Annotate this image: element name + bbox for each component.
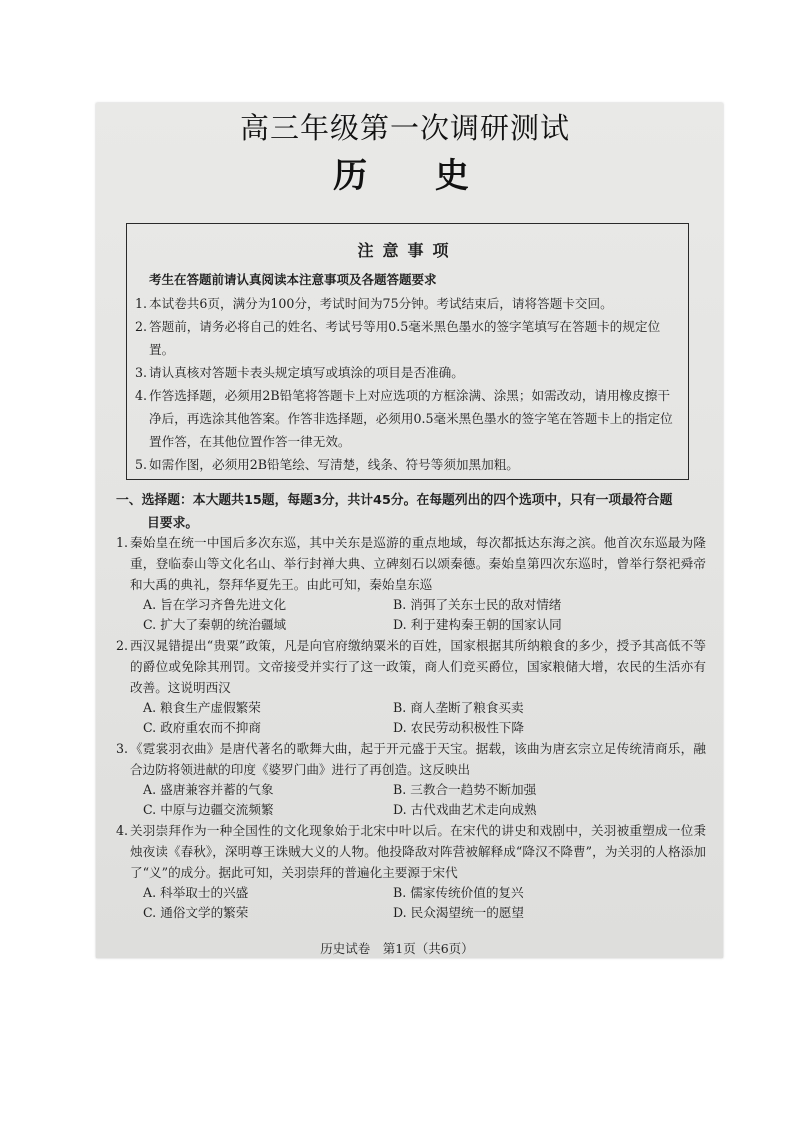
notice-title: 注意事项 [357,241,458,260]
question-stem: 《霓裳羽衣曲》是唐代著名的歌舞大曲，起于开元盛于天宝。据载，该曲为唐玄宗立足传统清商乐，融合边防将领进献的印度《婆罗门曲》进行了再创造。这反映出 [130,741,706,777]
notice-item-text: 答题前，请务必将自己的姓名、考试号等用0.5毫米黑色墨水的签字笔填写在答题卡的规定位置。 [149,319,661,357]
notice-item [135,361,680,384]
option-d: D. 农民劳动积极性下降 [393,720,524,735]
option-c: C. 扩大了秦朝的统治疆域 [143,617,287,632]
question-4 [116,820,706,923]
notice-item-number: 2. [135,319,148,334]
option-d: D. 古代戏曲艺术走向成熟 [393,802,537,817]
notice-item [135,292,680,315]
notice-item [135,384,680,453]
option-c: C. 通俗文学的繁荣 [143,905,249,920]
option-d: D. 利于建构秦王朝的国家认同 [393,617,562,632]
option-d: D. 民众渴望统一的愿望 [393,905,524,920]
question-number: 2. [116,638,129,653]
notice-item [135,315,680,361]
question-list [116,532,706,923]
option-b: B. 儒家传统价值的复兴 [393,885,524,900]
notice-item [135,453,680,476]
notice-item-text: 如需作图，必须用2B铅笔绘、写清楚，线条、符号等须加黑加粗。 [149,457,519,472]
question-number: 3. [116,741,129,756]
option-b: B. 三教合一趋势不断加强 [393,782,537,797]
section-heading [116,489,704,535]
question-3 [116,738,706,820]
notice-list [135,292,680,476]
question-2 [116,635,706,738]
question-stem: 关羽崇拜作为一种全国性的文化现象始于北宋中叶以后。在宋代的讲史和戏剧中，关羽被重塑成一位秉烛夜读《春秋》，深明尊王诛贼大义的人物。他投降敌对阵营被解释成“降汉不降曹”，为关羽的人格添加了“义”的成分。据此可知，关羽崇拜的普遍化主要源于宋代 [130,823,706,880]
section-heading-line1: 一、选择题：本大题共15题，每题3分，共计45分。在每题列出的四个选项中，只有一项最符合题 [116,493,673,508]
option-a: A. 粮食生产虚假繁荣 [143,700,261,715]
option-a: A. 科举取士的兴盛 [143,885,249,900]
option-b: B. 消弭了关东士民的敌对情绪 [393,597,562,612]
notice-item-text: 作答选择题，必须用2B铅笔将答题卡上对应选项的方框涂满、涂黑；如需改动，请用橡皮擦干净后，再选涂其他答案。作答非选择题，必须用0.5毫米黑色墨水的签字笔在答题卡上的指定位置作答，在其他位置作答一律无效。 [149,388,673,449]
option-b: B. 商人垄断了粮食买卖 [393,700,524,715]
option-c: C. 政府重农而不抑商 [143,720,261,735]
notice-subtitle: 考生在答题前请认真阅读本注意事项及各题答题要求 [149,272,437,287]
notice-box [126,223,689,480]
section-heading-line2: 目要求。 [147,516,199,531]
question-1 [116,532,706,635]
exam-title: 高三年级第一次调研测试 [239,111,570,145]
question-stem: 秦始皇在统一中国后多次东巡，其中关东是巡游的重点地域，每次都抵达东海之滨。他首次东巡最为隆重，登临泰山等文化名山、举行封禅大典、立碑刻石以颂秦德。秦始皇第四次东巡时，曾举行祭祀舜帝和大禹的典礼，祭拜华夏先王。由此可知，秦始皇东巡 [130,535,706,592]
notice-item-number: 3. [135,365,148,380]
notice-item-text: 本试卷共6页，满分为100分，考试时间为75分钟。考试结束后，请将答题卡交回。 [149,296,613,311]
question-number: 4. [116,823,129,838]
option-a: A. 盛唐兼容并蓄的气象 [143,782,274,797]
notice-item-number: 1. [135,296,148,311]
option-a: A. 旨在学习齐鲁先进文化 [143,597,287,612]
notice-item-number: 4. [135,388,148,403]
subject-title: 历 史 [333,156,497,196]
question-stem: 西汉晁错提出“贵粟”政策，凡是向官府缴纳粟米的百姓，国家根据其所纳粮食的多少，授予其高低不等的爵位或免除其刑罚。文帝接受并实行了这一政策，商人们竞买爵位，国家粮储大增，农民的生活亦有改善。这说明西汉 [130,638,706,695]
question-number: 1. [116,535,129,550]
option-c: C. 中原与边疆交流频繁 [143,802,274,817]
notice-item-number: 5. [135,457,148,472]
page-footer: 历史试卷 第1页（共6页） [320,941,474,956]
notice-item-text: 请认真核对答题卡表头规定填写或填涂的项目是否准确。 [149,365,464,380]
